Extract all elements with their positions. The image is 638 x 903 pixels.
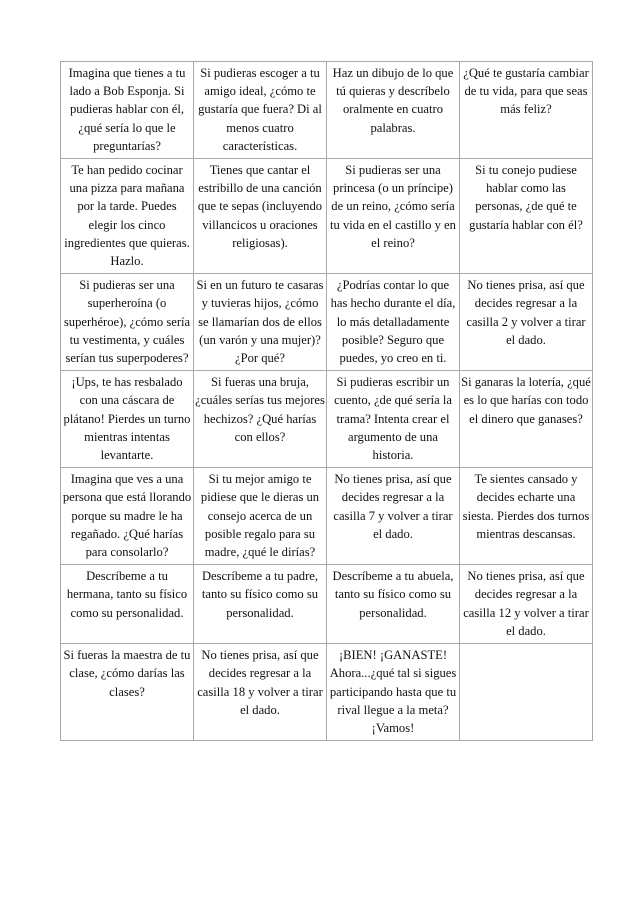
card-cell-empty: [460, 644, 593, 741]
card-cell: [194, 62, 327, 159]
card-text: Descríbeme a tu hermana, tanto su físico como su personalidad.: [66, 569, 188, 620]
card-text: Si ganaras la lotería, ¿qué es lo que harías con todo el dinero que ganases?: [461, 375, 591, 426]
card-text: ¡Ups, te has resbalado con una cáscara de plátano! Pierdes un turno mientras intentas levantarte.: [63, 375, 191, 463]
card-cell: [460, 274, 593, 371]
card-text: Haz un dibujo de lo que tú quieras y descríbelo oralmente en cuatro palabras.: [332, 66, 454, 135]
card-text: No tienes prisa, así que decides regresar a la casilla 12 y volver a tirar el dado.: [463, 569, 589, 638]
card-cell: [61, 62, 194, 159]
table-row: [61, 468, 593, 565]
card-text: Si fueras la maestra de tu clase, ¿cómo darías las clases?: [63, 648, 191, 699]
card-cell: [61, 468, 194, 565]
card-cell: [327, 565, 460, 644]
card-text: No tienes prisa, así que decides regresar a la casilla 18 y volver a tirar el dado.: [197, 648, 323, 717]
table-row: [61, 274, 593, 371]
card-text: Si pudieras escoger a tu amigo ideal, ¿cómo te gustaría que fuera? Di al menos cuatro características.: [198, 66, 322, 153]
card-cell: [327, 644, 460, 741]
card-cell: [327, 468, 460, 565]
card-cell: [327, 371, 460, 468]
card-cell: [327, 62, 460, 159]
card-cell: [327, 274, 460, 371]
card-cell: [61, 644, 194, 741]
card-text: Si pudieras escribir un cuento, ¿de qué sería la trama? Intenta crear el argumento de una historia.: [334, 375, 452, 463]
card-text: Si pudieras ser una superheroína (o superhéroe), ¿cómo sería tu vestimenta, y cuáles serían tus superpoderes?: [63, 278, 191, 366]
card-cell: [460, 62, 593, 159]
card-cell: [194, 468, 327, 565]
card-cell: [61, 274, 194, 371]
card-text: Te han pedido cocinar una pizza para mañana por la tarde. Puedes elegir los cinco ingredientes que quieras. Hazlo.: [64, 163, 190, 269]
card-text: Si pudieras ser una princesa (o un príncipe) de un reino, ¿cómo sería tu vida en el castillo y en el reino?: [330, 163, 456, 250]
card-cell: [194, 274, 327, 371]
table-row: [61, 159, 593, 274]
card-text: No tienes prisa, así que decides regresar a la casilla 7 y volver a tirar el dado.: [333, 472, 453, 541]
card-text: Si tu conejo pudiese hablar como las personas, ¿de qué te gustaría hablar con él?: [469, 163, 583, 232]
card-cell: [194, 565, 327, 644]
card-cell: [460, 565, 593, 644]
card-text: Si tu mejor amigo te pidiese que le dieras un consejo acerca de un posible regalo para su madre, ¿qué le dirías?: [200, 472, 320, 560]
card-text: Imagina que ves a una persona que está llorando porque su madre le ha regañado. ¿Qué harías para consolarlo?: [62, 472, 192, 560]
card-text: Si en un futuro te casaras y tuvieras hijos, ¿cómo se llamarían dos de ellos (un varón y una mujer)? ¿Por qué?: [196, 278, 324, 366]
card-text: ¿Podrías contar lo que has hecho durante el día, lo más detalladamente posible? Seguro que puedes, yo creo en ti.: [330, 278, 456, 366]
card-cell: [61, 565, 194, 644]
card-cell: [194, 371, 327, 468]
card-text: ¡BIEN! ¡GANASTE! Ahora...¿qué tal si sigues participando hasta que tu rival llegue a la meta? ¡Vamos!: [329, 648, 457, 735]
table-row: [61, 565, 593, 644]
card-text: Imagina que tienes a tu lado a Bob Esponja. Si pudieras hablar con él, ¿qué sería lo que le preguntarías?: [68, 66, 186, 153]
card-cell: [61, 159, 194, 274]
card-text: No tienes prisa, así que decides regresar a la casilla 2 y volver a tirar el dado.: [466, 278, 586, 347]
card-cell: [460, 468, 593, 565]
table-row: [61, 644, 593, 741]
card-cell: [194, 159, 327, 274]
card-text: Si fueras una bruja, ¿cuáles serías tus mejores hechizos? ¿Qué harías con ellos?: [195, 375, 325, 444]
table-row: [61, 62, 593, 159]
card-text: Tienes que cantar el estribillo de una canción que te sepas (incluyendo villancicos u oraciones religiosas).: [197, 163, 323, 250]
card-cell: [460, 371, 593, 468]
card-text: Descríbeme a tu abuela, tanto su físico como su personalidad.: [332, 569, 454, 620]
question-cards-table: [60, 61, 593, 741]
card-text: Descríbeme a tu padre, tanto su físico como su personalidad.: [201, 569, 319, 620]
card-text: ¿Qué te gustaría cambiar de tu vida, para que seas más feliz?: [463, 66, 589, 117]
card-cell: [460, 159, 593, 274]
card-text: Te sientes cansado y decides echarte una siesta. Pierdes dos turnos mientras descansas.: [462, 472, 590, 541]
card-cell: [327, 159, 460, 274]
card-cell: [194, 644, 327, 741]
card-cell: [61, 371, 194, 468]
table-row: [61, 371, 593, 468]
